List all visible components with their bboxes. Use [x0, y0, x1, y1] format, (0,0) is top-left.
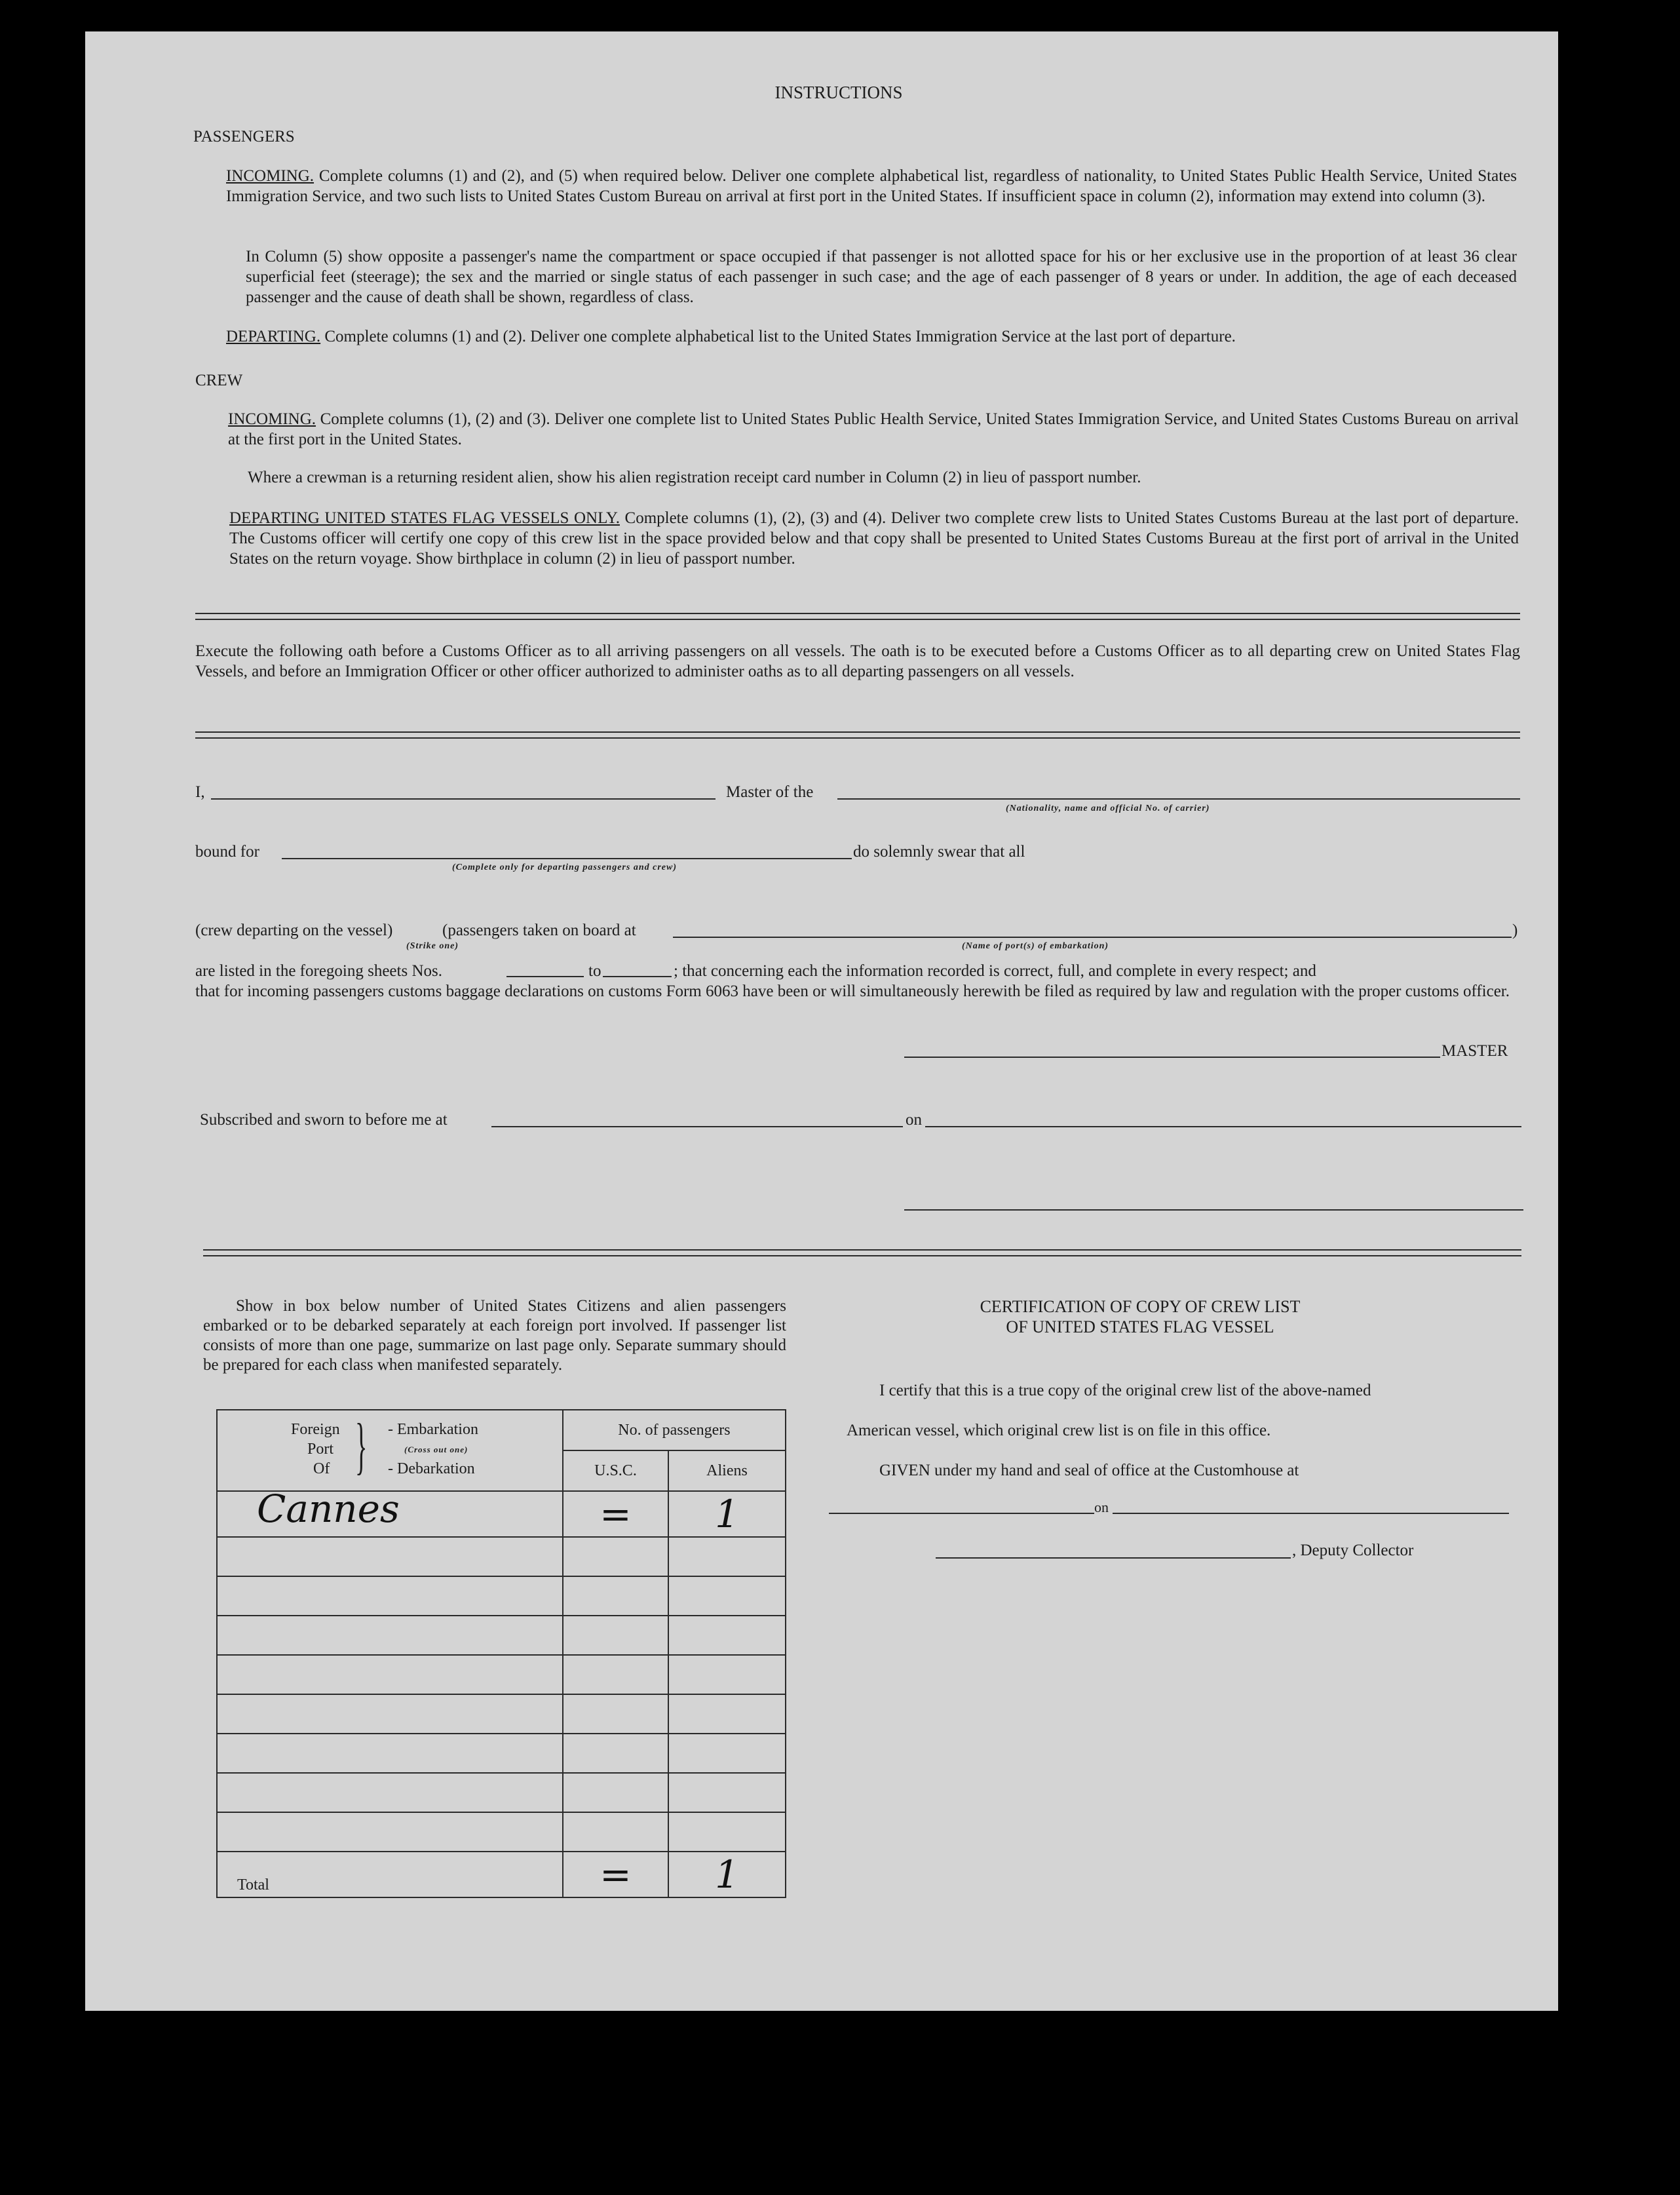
aliens-header: Aliens	[668, 1450, 786, 1491]
passengers-incoming-paragraph	[226, 166, 1517, 206]
crew-incoming-label: INCOMING.	[228, 410, 316, 428]
usc-cell[interactable]	[563, 1655, 668, 1694]
oath-bound-for-label: bound for	[195, 843, 259, 861]
bound-note: (Complete only for departing passengers and crew)	[452, 863, 677, 872]
table-row-total	[217, 1852, 786, 1897]
total-label: Total	[237, 1876, 269, 1894]
summary-instructions: Show in box below number of United States Citizens and alien passengers embarked or to be debarked separately at each foreign port involved. If passenger list consists of more than one page, summarize on last page only. Separate summary should be prepared for each class when manifested separately.	[203, 1297, 786, 1374]
given-text: GIVEN under my hand and seal of office at the Customhouse at	[879, 1462, 1299, 1479]
aliens-cell[interactable]	[668, 1616, 786, 1655]
passengers-incoming-label: INCOMING.	[226, 167, 315, 185]
no-of-passengers-header: No. of passengers	[563, 1410, 786, 1450]
certification-on-label: on	[1094, 1499, 1109, 1515]
total-usc-handwritten: =	[600, 1852, 632, 1897]
table-row	[217, 1812, 786, 1852]
master-signature-label: MASTER	[1441, 1042, 1508, 1060]
section-divider	[195, 613, 1520, 620]
deputy-signature-line[interactable]	[936, 1557, 1291, 1559]
certify-text-a: I certify that this is a true copy of the original crew list of the above-named	[879, 1382, 1371, 1399]
usc-cell[interactable]	[563, 1491, 668, 1537]
crew-departing-paragraph	[229, 508, 1519, 569]
port-cell[interactable]	[217, 1576, 563, 1616]
aliens-cell[interactable]	[668, 1734, 786, 1773]
debarkation-label: - Debarkation	[388, 1460, 475, 1477]
port-cell[interactable]	[217, 1812, 563, 1852]
deputy-collector-label: , Deputy Collector	[1292, 1542, 1414, 1559]
usc-cell[interactable]	[563, 1812, 668, 1852]
total-aliens-cell[interactable]	[668, 1852, 786, 1897]
close-paren: )	[1512, 922, 1518, 939]
port-cell[interactable]	[217, 1773, 563, 1812]
sheet-to-line[interactable]	[603, 976, 672, 977]
total-aliens-handwritten: 1	[715, 1852, 739, 1897]
oath-master-of-label: Master of the	[726, 783, 814, 801]
nationality-note: (Nationality, name and official No. of carrier)	[1006, 804, 1210, 813]
foreign-label: Foreign	[291, 1421, 340, 1438]
vessel-line[interactable]	[837, 798, 1520, 800]
passengers-departing-label: DEPARTING.	[226, 328, 321, 345]
usc-cell[interactable]	[563, 1694, 668, 1734]
port-cell[interactable]	[217, 1655, 563, 1694]
port-label: Port	[307, 1441, 334, 1458]
usc-cell[interactable]	[563, 1537, 668, 1576]
port-cell[interactable]	[217, 1537, 563, 1576]
oath-i-label: I,	[195, 783, 205, 801]
officer-signature-line[interactable]	[904, 1209, 1523, 1211]
usc-cell[interactable]	[563, 1616, 668, 1655]
sworn-date-line[interactable]	[925, 1126, 1521, 1127]
usc-header: U.S.C.	[563, 1450, 668, 1491]
passengers-taken-option: (passengers taken on board at	[442, 922, 636, 939]
strike-one-note: (Strike one)	[406, 941, 459, 951]
port-handwritten: Cannes	[257, 1486, 400, 1531]
table-row	[217, 1537, 786, 1576]
passengers-departing-text: Complete columns (1) and (2). Deliver one complete alphabetical list to the United States Immigration Service at the last port of departure.	[324, 328, 1236, 345]
usc-cell[interactable]	[563, 1773, 668, 1812]
crew-heading: CREW	[195, 372, 243, 389]
table-row	[217, 1576, 786, 1616]
aliens-cell[interactable]	[668, 1812, 786, 1852]
port-cell[interactable]	[217, 1616, 563, 1655]
crew-alien-paragraph: Where a crewman is a returning resident alien, show his alien registration receipt card number in Column (2) in lieu of passport number.	[248, 469, 1141, 486]
table-row	[217, 1616, 786, 1655]
oath-swear-text: do solemnly swear that all	[853, 843, 1025, 861]
bound-for-line[interactable]	[282, 858, 852, 859]
crew-incoming-paragraph	[228, 409, 1519, 450]
certification-title-2: OF UNITED STATES FLAG VESSEL	[1006, 1317, 1274, 1336]
total-usc-cell[interactable]	[563, 1852, 668, 1897]
port-header-cell	[217, 1410, 563, 1491]
port-cell[interactable]	[217, 1486, 563, 1537]
aliens-handwritten: 1	[715, 1492, 739, 1536]
table-row	[217, 1694, 786, 1734]
aliens-cell[interactable]	[668, 1694, 786, 1734]
crew-departing-label: DEPARTING UNITED STATES FLAG VESSELS ONLY.	[229, 509, 620, 527]
crew-departing-text: Complete columns (1), (2), (3) and (4). Deliver two complete crew lists to United States Customs Bureau at the last port of departure. The Customs officer will certify one copy of this crew list in the space provided below and that copy shall be presented to United States Customs Bureau at the first port of arrival in the United States on the return voyage. Show birthplace in column (2) in lieu of passport number.	[229, 509, 1519, 568]
listed-to-label: to	[588, 962, 601, 980]
listed-sheets-label: are listed in the foregoing sheets Nos.	[195, 962, 442, 980]
table-row	[217, 1491, 786, 1537]
customhouse-line[interactable]	[829, 1513, 1094, 1514]
passengers-departing-paragraph	[226, 326, 1236, 347]
passengers-incoming-text: Complete columns (1) and (2), and (5) when required below. Deliver one complete alphabetical list, regardless of nationality, to United States Public Health Service, United States Immigration Service, and two such lists to United States Custom Bureau on arrival at first port in the United States. If insufficient space in column (2), information may extend into column (3).	[226, 167, 1517, 205]
brace-icon: }	[355, 1410, 368, 1481]
passenger-summary-table	[216, 1409, 786, 1898]
passengers-heading: PASSENGERS	[193, 128, 295, 146]
usc-handwritten: =	[600, 1492, 632, 1536]
usc-cell[interactable]	[563, 1576, 668, 1616]
ports-note: (Name of port(s) of embarkation)	[962, 941, 1109, 951]
listed-statement: ; that concerning each the information recorded is correct, full, and complete in every respect; and	[674, 962, 1316, 980]
oath-body-rest: that for incoming passengers customs baggage declarations on customs Form 6063 have been or will simultaneously herewith be filed as required by law and regulation with the proper customs officer.	[195, 982, 1510, 1000]
form-page	[85, 31, 1558, 2011]
embarkation-label: - Embarkation	[388, 1421, 478, 1438]
subscribed-label: Subscribed and sworn to before me at	[200, 1111, 448, 1129]
table-row	[217, 1655, 786, 1694]
ports-line[interactable]	[673, 937, 1512, 938]
of-label: Of	[313, 1460, 330, 1477]
port-cell[interactable]	[217, 1734, 563, 1773]
aliens-cell[interactable]	[668, 1655, 786, 1694]
passengers-column5-paragraph: In Column (5) show opposite a passenger's name the compartment or space occupied if that passenger is not allotted space for his or her exclusive use in the proportion of at least 36 clear superficial feet (steerage); the sex and the married or single status of each passenger in such case; and the age of each passenger of 8 years or under. In addition, the age of each deceased passenger and the cause of death shall be shown, regardless of class.	[246, 248, 1517, 306]
certification-title-1: CERTIFICATION OF COPY OF CREW LIST	[980, 1297, 1301, 1316]
certification-date-line[interactable]	[1113, 1513, 1509, 1514]
sworn-on-label: on	[906, 1111, 922, 1129]
master-name-line[interactable]	[211, 798, 716, 800]
aliens-cell[interactable]	[668, 1491, 786, 1537]
certify-text-b: American vessel, which original crew list is on file in this office.	[847, 1422, 1271, 1439]
crew-incoming-text: Complete columns (1), (2) and (3). Deliver one complete list to United States Public Health Service, United States Immigration Service, and United States Customs Bureau on arrival at the first port in the United States.	[228, 410, 1519, 448]
section-divider	[203, 1249, 1521, 1256]
sheet-from-line[interactable]	[506, 976, 584, 977]
port-cell[interactable]	[217, 1694, 563, 1734]
table-row	[217, 1734, 786, 1773]
cross-out-note: (Cross out one)	[404, 1445, 468, 1454]
aliens-cell[interactable]	[668, 1773, 786, 1812]
table-row	[217, 1773, 786, 1812]
page-title: INSTRUCTIONS	[774, 83, 903, 102]
oath-intro: Execute the following oath before a Customs Officer as to all arriving passengers on all vessels. The oath is to be executed before a Customs Officer as to all departing crew on United States Flag Vessels, and before an Immigration Officer or other officer authorized to administer oaths as to all departing passengers on all vessels.	[195, 642, 1520, 680]
total-label-cell	[217, 1852, 563, 1897]
section-divider	[195, 731, 1520, 739]
aliens-cell[interactable]	[668, 1537, 786, 1576]
crew-departing-option: (crew departing on the vessel)	[195, 922, 393, 939]
aliens-cell[interactable]	[668, 1576, 786, 1616]
usc-cell[interactable]	[563, 1734, 668, 1773]
sworn-place-line[interactable]	[491, 1126, 903, 1127]
master-signature-line[interactable]	[904, 1057, 1440, 1058]
